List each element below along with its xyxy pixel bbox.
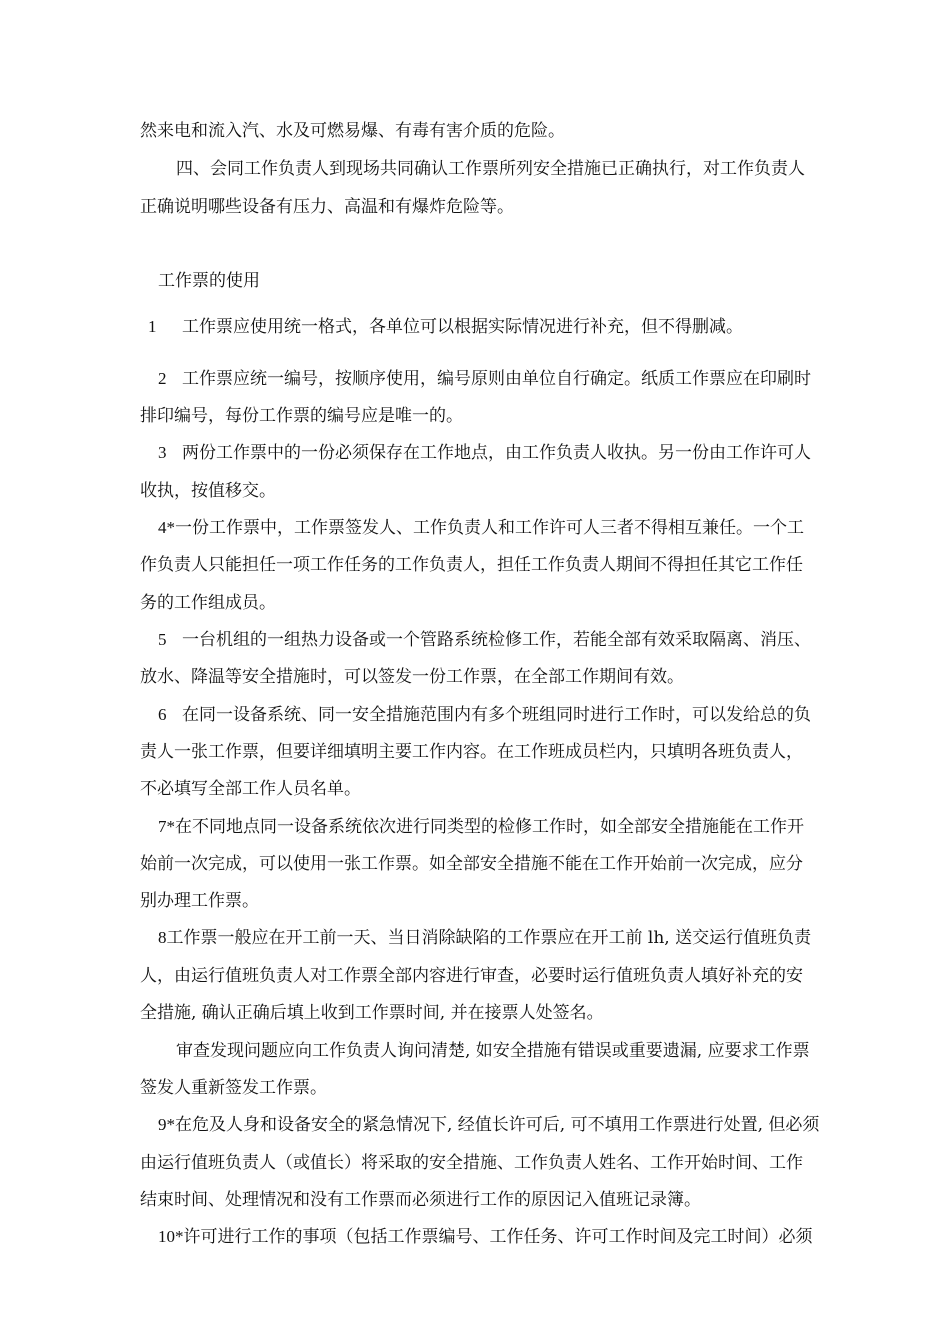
item-text: 工作票应使用统一格式，各单位可以根据实际情况进行补充，但不得删减。: [182, 317, 743, 337]
item-text: 工作票应统一编号，按顺序使用，编号原则由单位自行确定。纸质工作票应在印刷时: [182, 369, 811, 389]
item-8: [158, 928, 811, 948]
item-1: [148, 317, 743, 337]
item-number: 6: [158, 705, 167, 724]
section-title: 工作票的使用: [158, 271, 260, 291]
item-7-line-3: 别办理工作票。: [140, 891, 259, 911]
item-10: [158, 1227, 813, 1247]
item-number: 8: [158, 928, 167, 947]
item-four-line-2: 正确说明哪些设备有压力、高温和有爆炸危险等。: [140, 197, 514, 217]
item-number: 1: [148, 317, 157, 336]
review-paragraph-line-1: 审查发现问题应向工作负责人询问清楚, 如安全措施有错误或重要遗漏, 应要求工作票: [176, 1041, 810, 1061]
item-7: [158, 817, 804, 837]
review-paragraph-line-2: 签发人重新签发工作票。: [140, 1078, 327, 1098]
item-3-line-2: 收执，按值移交。: [140, 481, 276, 501]
item-four-line-1: 四、会同工作负责人到现场共同确认工作票所列安全措施已正确执行，对工作负责人: [176, 159, 805, 179]
item-5: [158, 630, 811, 650]
item-6: [158, 705, 811, 725]
item-7-line-2: 始前一次完成，可以使用一张工作票。如全部安全措施不能在工作开始前一次完成，应分: [140, 854, 803, 874]
item-2: [158, 369, 811, 389]
item-number: 5: [158, 630, 167, 649]
item-9-line-2: 由运行值班负责人（或值长）将采取的安全措施、工作负责人姓名、工作开始时间、工作: [140, 1153, 803, 1173]
item-number: 10*: [158, 1227, 184, 1246]
item-6-line-3: 不必填写全部工作人员名单。: [140, 779, 361, 799]
item-6-line-2: 责人一张工作票，但要详细填明主要工作内容。在工作班成员栏内，只填明各班负责人，: [140, 742, 803, 762]
item-text: 在不同地点同一设备系统依次进行同类型的检修工作时，如全部安全措施能在工作开: [175, 817, 804, 837]
item-8-line-2: 人，由运行值班负责人对工作票全部内容进行审查，必要时运行值班负责人填好补充的安: [140, 966, 803, 986]
item-9: [158, 1115, 819, 1135]
item-number: 9*: [158, 1115, 175, 1134]
item-9-line-3: 结束时间、处理情况和没有工作票而必须进行工作的原因记入值班记录簿。: [140, 1190, 701, 1210]
item-text: 在同一设备系统、同一安全措施范围内有多个班组同时进行工作时，可以发给总的负: [182, 705, 811, 725]
item-4-line-2: 作负责人只能担任一项工作任务的工作负责人，担任工作负责人期间不得担任其它工作任: [140, 555, 803, 575]
item-2-line-2: 排印编号，每份工作票的编号应是唯一的。: [140, 406, 463, 426]
item-text: 一份工作票中，工作票签发人、工作负责人和工作许可人三者不得相互兼任。一个工: [175, 518, 804, 538]
item-text: 在危及人身和设备安全的紧急情况下, 经值长许可后, 可不填用工作票进行处置, 但必须: [175, 1115, 820, 1135]
item-8-line-3: 全措施, 确认正确后填上收到工作票时间, 并在接票人处签名。: [140, 1003, 604, 1023]
intro-line-1: 然来电和流入汽、水及可燃易爆、有毒有害介质的危险。: [140, 121, 565, 141]
item-3: [158, 443, 811, 463]
item-text: 一台机组的一组热力设备或一个管路系统检修工作，若能全部有效采取隔离、消压、: [182, 630, 811, 650]
item-number: 7*: [158, 817, 175, 836]
item-text: 两份工作票中的一份必须保存在工作地点，由工作负责人收执。另一份由工作许可人: [182, 443, 811, 463]
item-4: [158, 518, 804, 538]
item-5-line-2: 放水、降温等安全措施时，可以签发一份工作票，在全部工作期间有效。: [140, 667, 684, 687]
item-text: 许可进行工作的事项（包括工作票编号、工作任务、许可工作时间及完工时间）必须: [183, 1227, 813, 1247]
item-number: 2: [158, 369, 167, 388]
item-text: 工作票一般应在开工前一天、当日消除缺陷的工作票应在开工前 lh, 送交运行值班负责: [166, 928, 812, 948]
item-number: 3: [158, 443, 167, 462]
item-number: 4*: [158, 518, 175, 537]
item-4-line-3: 务的工作组成员。: [140, 593, 276, 613]
